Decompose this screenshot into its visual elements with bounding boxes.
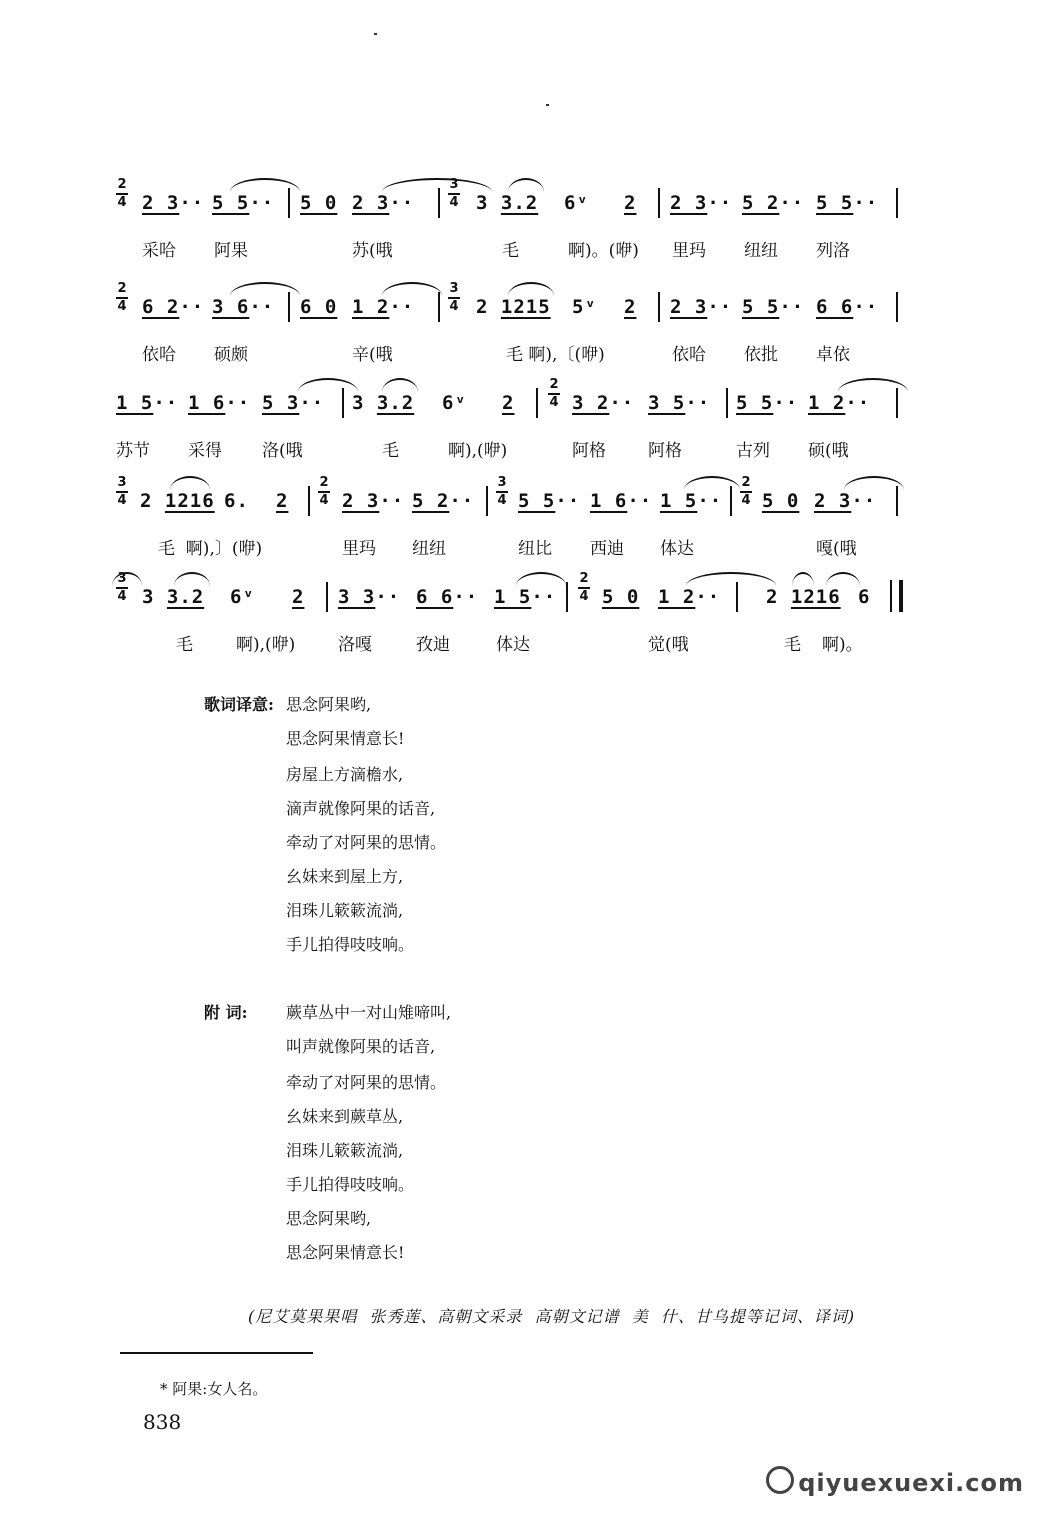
verse-line: 幺妹来到蕨草丛,: [286, 1107, 404, 1126]
credits-line: (尼艾莫果果唱 张秀莲、高朝文采录 高朝文记谱 美 什、甘乌提等记词、译词): [248, 1307, 856, 1326]
footnote: * 阿果:女人名。: [160, 1380, 268, 1398]
watermark: [766, 1466, 1024, 1497]
verse-line: 泪珠儿簌簌流淌,: [286, 1141, 404, 1160]
verse-line: 幺妹来到屋上方,: [286, 867, 404, 886]
slur: [382, 378, 418, 392]
slur: [170, 476, 210, 490]
barline: [536, 388, 538, 418]
note: 2: [276, 490, 289, 512]
verse-line: 手儿拍得吱吱响。: [286, 935, 415, 954]
verse-line: 思念阿果情意长!: [286, 729, 405, 748]
lyric: 依批: [744, 345, 778, 365]
note: 2: [624, 192, 637, 214]
verse-line: 牵动了对阿果的思情。: [286, 833, 447, 852]
slur: [508, 178, 544, 192]
verse-line: 手儿拍得吱吱响。: [286, 1175, 415, 1194]
lyric: 毛 啊),〕(咿): [158, 539, 263, 559]
lyrics-line: [112, 630, 912, 656]
lyric: 阿果: [214, 241, 248, 261]
note-group: 1 5··: [116, 392, 179, 414]
lyric: 毛 啊),〔(咿): [506, 345, 605, 365]
note-group: 5 5··: [736, 392, 799, 414]
note-group: 2 3··: [142, 192, 205, 214]
verse-line: 思念阿果哟,: [286, 1209, 372, 1228]
note-group: 2 1216: [766, 586, 841, 608]
note-group: 5 2··: [742, 192, 805, 214]
page-number: 838: [143, 1410, 182, 1434]
lyrics-line: [112, 236, 912, 262]
notation-line: [112, 476, 912, 516]
lyric: 啊),(咿): [236, 635, 296, 655]
verse-line: 思念阿果哟,: [286, 695, 372, 714]
verse-line: 牵动了对阿果的思情。: [286, 1073, 447, 1092]
appendix-block: [204, 1000, 804, 1270]
lyric: 毛: [784, 635, 801, 655]
barline: [438, 292, 440, 322]
lyric: 阿格: [648, 441, 682, 461]
note: 2: [292, 586, 305, 608]
verse-line: 叫声就像阿果的话音,: [286, 1037, 436, 1056]
barline: [486, 486, 488, 516]
note: 6: [858, 586, 871, 608]
lyric: 觉(哦: [648, 635, 689, 655]
slur: [826, 572, 860, 586]
lyric: 列洛: [816, 241, 850, 261]
barline: [896, 486, 898, 516]
lyric: 苏节: [116, 441, 150, 461]
lyric: 啊),(咿): [448, 441, 508, 461]
notation-line: [112, 572, 912, 612]
note-group: 1 2··: [808, 392, 871, 414]
note-group: 3 3.2: [476, 192, 539, 214]
time-signature: 3 4: [497, 475, 507, 508]
lyric: 纽纽: [744, 241, 778, 261]
appendix-label: 附 词:: [204, 1003, 248, 1022]
note-group: 5 3··: [262, 392, 325, 414]
barline: [438, 188, 440, 218]
lyric: 体达: [660, 539, 694, 559]
lyric: 啊)。(咿): [568, 241, 639, 261]
slur: [298, 378, 358, 392]
barline: [566, 582, 568, 612]
note-group: 5 2··: [412, 490, 475, 512]
note-group: 1 2··: [352, 296, 415, 318]
lyrics-line: [112, 534, 912, 560]
barline: [896, 188, 898, 218]
lyric: 洛嘎: [338, 635, 372, 655]
note: 6.: [224, 490, 249, 512]
time-signature: 3 4: [117, 571, 127, 604]
barline: [342, 388, 344, 418]
note-group: 5 5··: [212, 192, 275, 214]
note-group: 1 2··: [658, 586, 721, 608]
footnote-rule: [120, 1352, 313, 1354]
note-group: 5 0: [602, 586, 640, 608]
lyric: 毛: [176, 635, 193, 655]
lyric: 辛(哦: [352, 345, 393, 365]
barline: [730, 486, 732, 516]
note: 2: [624, 296, 637, 318]
note-group: 2 3··: [342, 490, 405, 512]
note-group: 1 6··: [188, 392, 251, 414]
lyric: 纽纽: [412, 539, 446, 559]
verse-line: 房屋上方滴檐水,: [286, 765, 404, 784]
lyric: 里玛: [342, 539, 376, 559]
lyric: 古列: [736, 441, 770, 461]
lyric: 纽比: [518, 539, 552, 559]
note: 5ᵛ: [572, 296, 597, 318]
translation-label: 歌词译意:: [204, 695, 274, 714]
lyric: 洛(哦: [262, 441, 303, 461]
slur: [516, 572, 566, 586]
lyric: 啊)。: [822, 635, 863, 655]
barline: [896, 292, 898, 322]
lyric: 里玛: [672, 241, 706, 261]
time-signature: 2 4: [549, 377, 559, 410]
note: 6ᵛ: [442, 392, 467, 414]
slur: [382, 282, 442, 296]
lyric: 硕颇: [214, 345, 248, 365]
note-group: 5 0: [762, 490, 800, 512]
note-group: 2 1215: [476, 296, 551, 318]
time-signature: 2 4: [579, 571, 589, 604]
barline: [326, 582, 328, 612]
note-group: 1 6··: [590, 490, 653, 512]
time-signature: 3 4: [449, 177, 459, 210]
slur: [686, 572, 776, 586]
slur: [792, 572, 814, 586]
lyric: 采得: [188, 441, 222, 461]
time-signature: 2 4: [319, 475, 329, 508]
lyric: 体达: [496, 635, 530, 655]
lyric: 毛: [502, 241, 519, 261]
note-group: 3 3.2: [142, 586, 205, 608]
notation-line: [112, 282, 912, 322]
barline: [288, 188, 290, 218]
slur: [382, 178, 492, 192]
lyric: 毛: [382, 441, 399, 461]
lyric: 阿格: [572, 441, 606, 461]
lyric: 嘎(哦: [816, 539, 857, 559]
lyric: 硕(哦: [808, 441, 849, 461]
note-group: 1 5··: [660, 490, 723, 512]
note-group: 6 2··: [142, 296, 205, 318]
note-group: 3 3··: [338, 586, 401, 608]
note-group: 5 5··: [518, 490, 581, 512]
scan-speck: [546, 104, 549, 106]
note-group: 3 3.2: [352, 392, 415, 414]
note-group: 2 3··: [670, 192, 733, 214]
watermark-logo-icon: [766, 1466, 794, 1494]
barline: [736, 582, 738, 612]
scan-speck: [374, 33, 377, 35]
note-group: 2 3··: [352, 192, 415, 214]
slur: [844, 476, 904, 490]
time-signature: 3 4: [449, 281, 459, 314]
verse-line: 蕨草丛中一对山雉啼叫,: [286, 1003, 452, 1022]
final-barline: [890, 580, 903, 612]
lyric: 孜迪: [416, 635, 450, 655]
lyric: 依哈: [672, 345, 706, 365]
slur: [174, 572, 210, 586]
lyric: 依哈: [142, 345, 176, 365]
time-signature: 2 4: [117, 281, 127, 314]
note: 2: [502, 392, 515, 414]
barline: [658, 188, 660, 218]
time-signature: 2 4: [117, 177, 127, 210]
note-group: 5 5··: [816, 192, 879, 214]
note-group: 5 5··: [742, 296, 805, 318]
note: 6ᵛ: [230, 586, 255, 608]
barline: [896, 388, 898, 418]
time-signature: 2 4: [741, 475, 751, 508]
lyric: 卓依: [816, 345, 850, 365]
note-group: 2 3··: [814, 490, 877, 512]
notation-line: [112, 378, 912, 418]
barline: [308, 486, 310, 516]
lyric: 西迪: [590, 539, 624, 559]
barline: [658, 292, 660, 322]
note-group: 1 5··: [494, 586, 557, 608]
lyrics-line: [112, 340, 912, 366]
note-group: 2 1216: [140, 490, 215, 512]
note-group: 3 2··: [572, 392, 635, 414]
barline: [288, 292, 290, 322]
verse-line: 滴声就像阿果的话音,: [286, 799, 436, 818]
time-signature: 3 4: [117, 475, 127, 508]
verse-line: 思念阿果情意长!: [286, 1243, 405, 1262]
lyric: 苏(哦: [352, 241, 393, 261]
note-group: 6 6··: [816, 296, 879, 318]
barline: [726, 388, 728, 418]
notation-line: [112, 178, 912, 218]
note-group: 6 0: [300, 296, 338, 318]
note-group: 3 5··: [648, 392, 711, 414]
note-group: 6 6··: [416, 586, 479, 608]
watermark-text: qiyuexuexi.com: [798, 1469, 1024, 1497]
note-group: 2 3··: [670, 296, 733, 318]
verse-line: 泪珠儿簌簌流淌,: [286, 901, 404, 920]
lyric: 采哈: [142, 241, 176, 261]
note-group: 3 6··: [212, 296, 275, 318]
note: 6ᵛ: [564, 192, 589, 214]
slur: [508, 282, 554, 296]
lyrics-line: [112, 436, 912, 462]
note-group: 5 0: [300, 192, 338, 214]
translation-block: [204, 692, 804, 962]
